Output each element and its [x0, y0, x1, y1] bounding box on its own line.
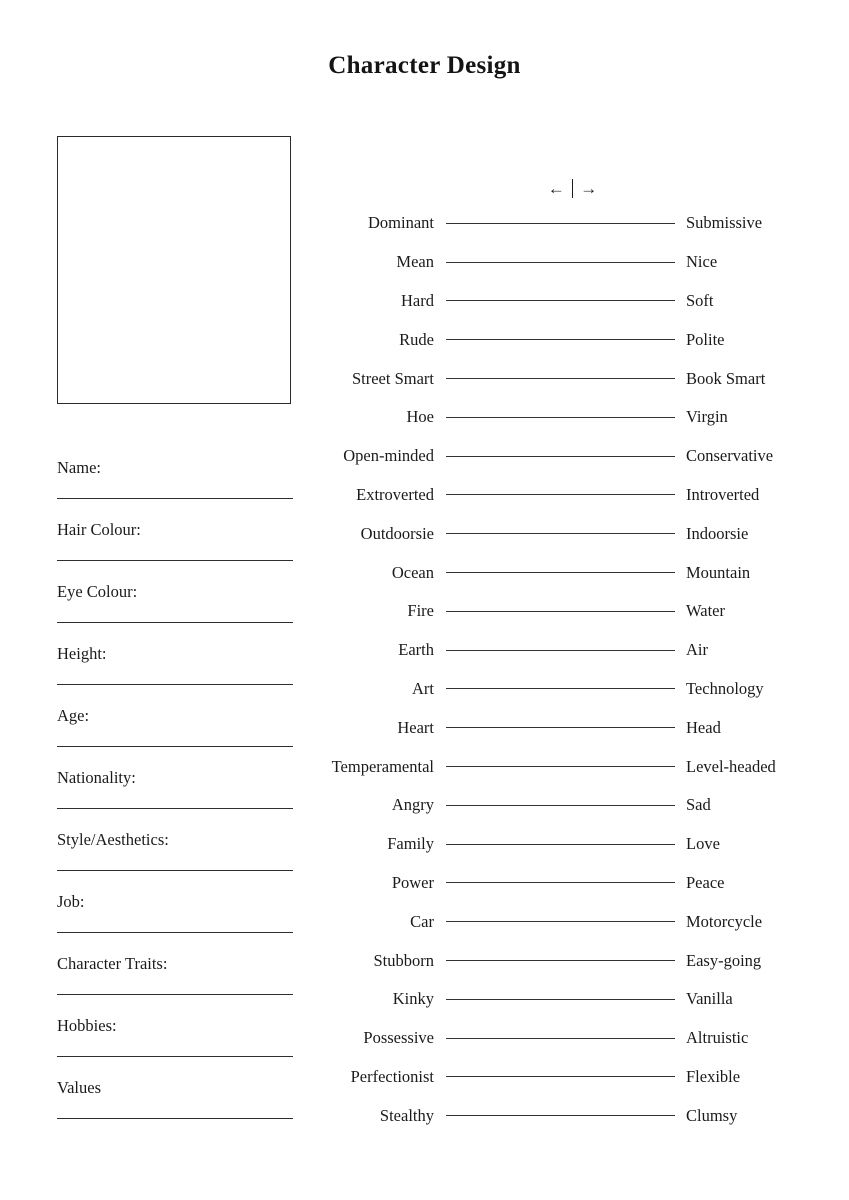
profile-fields-list	[57, 437, 293, 1119]
trait-left-label: Stealthy	[379, 1105, 434, 1125]
trait-slider-line[interactable]	[446, 766, 675, 767]
trait-slider-line[interactable]	[446, 572, 675, 573]
trait-slider-line[interactable]	[446, 1115, 675, 1116]
portrait-section	[57, 136, 293, 404]
trait-left-label: Power	[391, 872, 434, 892]
trait-right-label: Air	[686, 640, 708, 660]
trait-left-label: Art	[412, 678, 434, 698]
trait-slider-line[interactable]	[446, 300, 675, 301]
trait-right-label: Love	[686, 834, 720, 854]
arrow-right-icon: →	[580, 178, 598, 198]
profile-field-row	[57, 995, 293, 1057]
scale-center-divider-icon	[572, 179, 574, 198]
trait-left-label: Perfectionist	[350, 1066, 434, 1086]
trait-row	[330, 631, 830, 670]
trait-right-label: Clumsy	[686, 1105, 738, 1125]
trait-row	[330, 359, 830, 398]
trait-left-label: Extroverted	[356, 484, 434, 504]
trait-slider-line[interactable]	[446, 921, 675, 922]
trait-slider-line[interactable]	[446, 844, 675, 845]
trait-slider-line[interactable]	[446, 1038, 675, 1039]
trait-left-label: Family	[387, 834, 434, 854]
scale-direction-indicator	[458, 178, 687, 198]
trait-row	[330, 398, 830, 437]
trait-left-label: Stubborn	[373, 950, 434, 970]
trait-row	[330, 1096, 830, 1135]
trait-slider-line[interactable]	[446, 533, 675, 534]
trait-row	[330, 864, 830, 903]
trait-right-label: Introverted	[686, 484, 760, 504]
trait-row	[330, 980, 830, 1019]
profile-field-row	[57, 933, 293, 995]
trait-right-label: Virgin	[686, 407, 728, 427]
trait-right-label: Polite	[686, 329, 725, 349]
trait-rows	[330, 204, 830, 1135]
trait-right-label: Water	[686, 601, 725, 621]
trait-row	[330, 708, 830, 747]
trait-right-label: Book Smart	[686, 368, 766, 388]
trait-slider-line[interactable]	[446, 494, 675, 495]
trait-right-label: Head	[686, 717, 721, 737]
trait-slider-line[interactable]	[446, 650, 675, 651]
trait-slider-line[interactable]	[446, 882, 675, 883]
profile-field-row	[57, 1057, 293, 1119]
trait-slider-line[interactable]	[446, 223, 675, 224]
trait-slider-line[interactable]	[446, 417, 675, 418]
profile-field-label: Height:	[57, 643, 107, 663]
trait-right-label: Flexible	[686, 1066, 741, 1086]
profile-field-label: Nationality:	[57, 767, 136, 787]
trait-left-label: Outdoorsie	[360, 523, 434, 543]
trait-left-label: Kinky	[392, 989, 434, 1009]
trait-right-label: Conservative	[686, 446, 774, 466]
profile-field-row	[57, 747, 293, 809]
trait-slider-line[interactable]	[446, 1076, 675, 1077]
trait-left-label: Earth	[398, 640, 434, 660]
trait-row	[330, 941, 830, 980]
trait-row	[330, 514, 830, 553]
trait-left-label: Mean	[396, 252, 434, 272]
profile-field-label: Style/Aesthetics:	[57, 829, 169, 849]
trait-right-label: Vanilla	[686, 989, 733, 1009]
trait-slider-line[interactable]	[446, 262, 675, 263]
profile-field-row	[57, 561, 293, 623]
profile-field-label: Age:	[57, 705, 90, 725]
trait-slider-line[interactable]	[446, 999, 675, 1000]
trait-slider-line[interactable]	[446, 688, 675, 689]
trait-row	[330, 476, 830, 515]
trait-row	[330, 1019, 830, 1058]
scale-header	[330, 170, 830, 204]
trait-row	[330, 592, 830, 631]
trait-right-label: Altruistic	[686, 1028, 749, 1048]
trait-left-label: Hoe	[406, 407, 434, 427]
trait-row	[330, 243, 830, 282]
trait-left-label: Open-minded	[343, 446, 434, 466]
trait-slider-line[interactable]	[446, 456, 675, 457]
trait-right-label: Technology	[686, 678, 764, 698]
profile-field-row	[57, 623, 293, 685]
profile-field-row	[57, 685, 293, 747]
profile-field-row	[57, 809, 293, 871]
trait-left-label: Possessive	[363, 1028, 434, 1048]
profile-field-row	[57, 437, 293, 499]
profile-field-label: Hobbies:	[57, 1015, 117, 1035]
trait-row	[330, 204, 830, 243]
trait-slider-line[interactable]	[446, 611, 675, 612]
trait-slider-line[interactable]	[446, 960, 675, 961]
trait-right-label: Soft	[686, 290, 714, 310]
trait-right-label: Motorcycle	[686, 911, 763, 931]
profile-field-label: Hair Colour:	[57, 519, 141, 539]
trait-right-label: Level-headed	[686, 756, 776, 776]
profile-field-label: Job:	[57, 891, 85, 911]
trait-right-label: Sad	[686, 795, 711, 815]
trait-right-label: Indoorsie	[686, 523, 749, 543]
trait-row	[330, 670, 830, 709]
profile-field-row	[57, 871, 293, 933]
trait-left-label: Ocean	[391, 562, 434, 582]
trait-left-label: Dominant	[368, 213, 434, 233]
profile-field-label: Eye Colour:	[57, 581, 138, 601]
profile-field-writeline[interactable]	[57, 1118, 293, 1119]
trait-row	[330, 1058, 830, 1097]
arrow-left-icon: ←	[547, 178, 565, 198]
trait-left-label: Hard	[401, 290, 434, 310]
trait-row	[330, 786, 830, 825]
trait-right-label: Peace	[686, 872, 725, 892]
trait-left-label: Rude	[399, 329, 434, 349]
profile-field-row	[57, 499, 293, 561]
trait-left-label: Temperamental	[331, 756, 434, 776]
trait-right-label: Nice	[686, 252, 718, 272]
trait-row	[330, 282, 830, 321]
page-title: Character Design	[328, 52, 521, 79]
trait-row	[330, 553, 830, 592]
trait-slider-line[interactable]	[446, 727, 675, 728]
trait-left-label: Angry	[391, 795, 434, 815]
trait-row	[330, 825, 830, 864]
trait-left-label: Heart	[397, 717, 434, 737]
trait-scale-section	[330, 170, 830, 1135]
trait-slider-line[interactable]	[446, 805, 675, 806]
trait-right-label: Easy-going	[686, 950, 762, 970]
profile-field-label: Character Traits:	[57, 953, 168, 973]
trait-row	[330, 747, 830, 786]
trait-row	[330, 902, 830, 941]
trait-right-label: Submissive	[686, 213, 763, 233]
trait-row	[330, 320, 830, 359]
trait-right-label: Mountain	[686, 562, 751, 582]
trait-left-label: Car	[410, 911, 434, 931]
profile-field-label: Name:	[57, 457, 101, 477]
trait-slider-line[interactable]	[446, 378, 675, 379]
trait-left-label: Fire	[407, 601, 434, 621]
trait-slider-line[interactable]	[446, 339, 675, 340]
trait-left-label: Street Smart	[351, 368, 434, 388]
profile-field-label: Values	[57, 1077, 101, 1097]
trait-row	[330, 437, 830, 476]
character-portrait-box[interactable]	[57, 136, 291, 404]
